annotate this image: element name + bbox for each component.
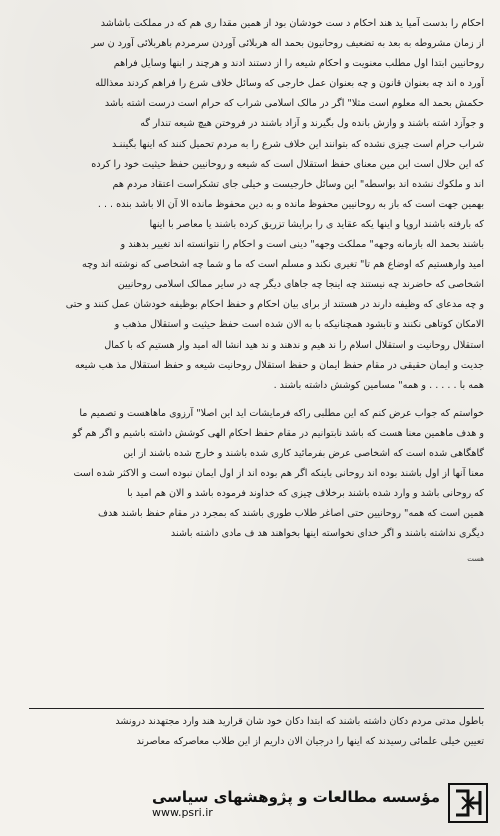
publisher-logo-icon (448, 783, 488, 823)
body-line: همه با . . . . . و همه" مسامین کوشش داشته باشند . (273, 379, 484, 391)
body-line: از زمان مشروطه به بعد به تضعیف روحانیون بحمد اله هربلائی آوردن سرمردم باهربلائی آورد ن سر (91, 38, 484, 50)
publisher-name: مؤسسه مطالعات و پژوهشهای سیاسی (151, 787, 440, 806)
body-line: اشخاصی که حاضرند چه نیستند چه اینجا چه جاهای دیگر چه در سایر ممالک اسلامی روحانیین (117, 279, 484, 291)
body-line: روحانیین ابتدا اول مطلب معنویت و احکام شیعه را از دستند ادند و هرچند ر ابنها وسایل فراهم (113, 58, 484, 70)
body-line: خواستم که جواب عرض کنم که این مطلبی راکه فرمایشات اید این اصلا" آرزوی ماهاهست و تصمیم ما (79, 407, 484, 419)
body-line: همین است که همه" روحانیین حتی اصاغر طلاب طوری باشند که بمجرد در مقام حفظ باشند هدف (98, 508, 484, 520)
body-line: معنا آنها از اول باشند بوده اند روحانی باینکه اگر هم بوده اند از اول ایمان نبوده است و الاکثر شده است (73, 468, 484, 480)
body-line: دیگری نداشته باشند و اگر خدای نخواسته اینها بخواهند هد ف مادی داشته باشند (170, 528, 484, 540)
document-body (14, 14, 484, 544)
body-line: بهمین جهت است که باز به روحانیین محفوظ مانده و به دین محفوظ مانده الا آن الا باشد بنده . . . (97, 198, 484, 210)
footnotes (14, 712, 484, 752)
publisher-url[interactable]: www.psri.ir (151, 805, 213, 819)
body-line: اند و ملکوك نشده اند بواسطه" این وسائل خارجیست و خیلی جای تشکراست اعتقاد مردم هم (112, 178, 484, 190)
body-line: و چه مدعای که وظیفه دارند در هستند از برای بیان احکام و حفظ احکام بوظیفه خودشان عمل کنند و حتی (65, 299, 484, 311)
body-line: شراب حرام است چیزی نشده که بتوانند این خلاف شرع را به مردم تحمیل کنند که اینها بگیننـد (111, 138, 484, 150)
margin-note: هست (467, 555, 484, 563)
body-line: استقلال روحانیت و استقلال اسلام را ند هیم و ندهند و ند هید انشا اله امید وار هستیم که با کمال (104, 339, 484, 351)
body-line: و جوآزد اشته باشند و وازش بانده ول بگیرند و آزاد باشند در فروختن هیچ شیعه تندار گه (140, 118, 484, 130)
body-line: حکمش بحمد اله معلوم است مثلا" اگر در مالک اسلامی شراب که حرام است درست اشته باشد (104, 98, 484, 110)
footnote-line: تعیین خیلی علمائی رسیدند که اینها را درجیان الان داریم از این طلاب معاصرکه معاصرند (136, 736, 484, 748)
body-line: امید وارهستیم که اوضاع هم تا" تغیری نکند و مسلم است که ما و شما چه اشخاصی که نوشته اند وچه (81, 259, 484, 271)
publisher-banner (0, 770, 500, 836)
body-line: که این حلال است این مین معنای حفظ استقلال است که شیعه و روحانیین حفظ حیثیت خود را کرده (91, 158, 484, 170)
body-line: احکام را بدست آمیا ید هند احکام د ست خودشان بود از همین مقدا ری هم که در مملکت باشاشد (100, 18, 484, 29)
body-line: الامکان کوتاهی نکنند و تابشود همچنانیکه با به الان شده است حفظ حیثیت و استقلال مذهب و (114, 319, 484, 331)
body-line: گاهگاهی شده است که اشخاصی عرض بفرمائید کاری شده باشند و خارج شده باشند از این (123, 447, 484, 459)
footnote-line: باطول مدتی مردم دکان داشته باشند که ابتدا دکان خود شان قرارید هند وارد مجتهدند درونشد (115, 716, 484, 727)
body-line: جدیت و ایمان حقیقی در مقام حفظ ایمان و حفظ استقلال روحانیت شیعه و حفظ استقلال مذ هب شیعه (75, 359, 484, 371)
body-line: باشند بحمد اله بازمانه وجهه" مملکت وجهه" دینی است و احکام را نتوانسته اند تغییر بدهند و (120, 239, 484, 251)
body-line: که بارفته باشند اروپا و اینها یکه عقاید ی را برایشا تزریق کرده باشند یا معاصر با اینها (149, 218, 484, 230)
publisher-text (152, 788, 440, 819)
body-line: آورد ه اند چه بعنوان قانون و چه بعنوان عمل خارجی که وسائل خلاف شرع را فراهم کردند معذالله (95, 78, 484, 90)
footnote-separator (29, 708, 484, 709)
body-line: که روحانی باشد و وارد شده باشند برخلاف چیزی که خداوند فرموده باشد و الان هم امید با (127, 488, 484, 500)
body-line: و هدف ماهمین معنا هست که باشد نابتوانیم در مقام حفظ احکام الهی کوشش داشته باشیم و اگر هم گو (72, 427, 484, 439)
paragraph-gap (14, 396, 484, 404)
